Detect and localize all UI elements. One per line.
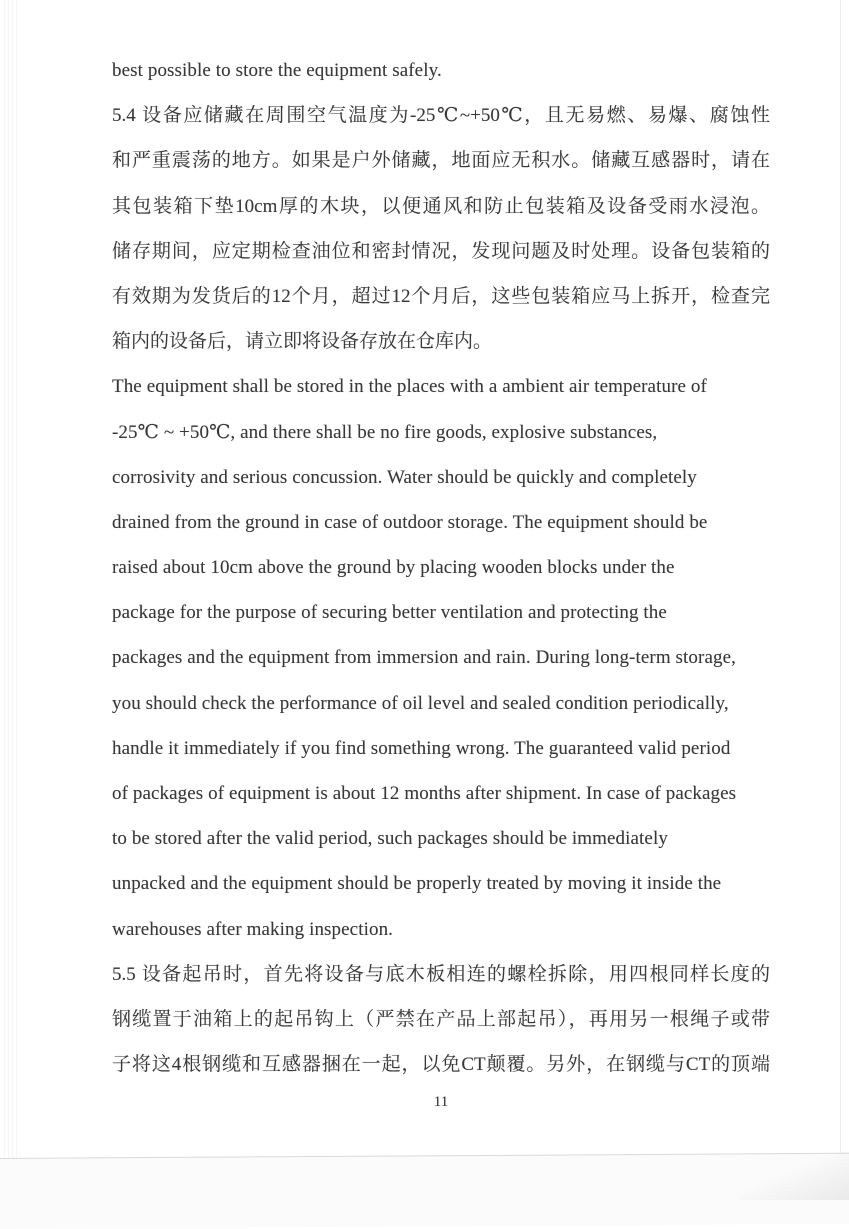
page-number: 11 — [433, 1094, 449, 1110]
text-line: 箱内的设备后，请立即将设备存放在仓库内。 — [112, 331, 493, 353]
text-line: corrosivity and serious concussion. Water should be quickly and completely — [112, 466, 697, 488]
text-line: 5.5 设备起吊时，首先将设备与底木板相连的螺栓拆除，用四根同样长度的 — [112, 963, 770, 985]
text-line: unpacked and the equipment should be properly treated by moving it inside the — [112, 873, 722, 895]
text-line: to be stored after the valid period, such packages should be immediately — [112, 828, 668, 850]
text-line: The equipment shall be stored in the places with a ambient air temperature of — [112, 376, 707, 398]
text-line: warehouses after making inspection. — [112, 918, 394, 940]
text-line: drained from the ground in case of outdoor storage. The equipment should be — [112, 511, 708, 533]
text-line: 和严重震荡的地方。如果是户外储藏，地面应无积水。储藏互感器时，请在 — [112, 150, 770, 172]
corner-shadow-artifact — [739, 1152, 849, 1200]
text-line: best possible to store the equipment safely. — [112, 60, 442, 81]
text-line: packages and the equipment from immersion and rain. During long-term storage, — [112, 647, 736, 669]
text-line: -25℃ ~ +50℃, and there shall be no fire goods, explosive substances, — [112, 421, 658, 443]
text-line: of packages of equipment is about 12 months after shipment. In case of packages — [112, 783, 737, 804]
scan-streak-artifact-left — [4, 0, 18, 1200]
paper-edge-artifact — [0, 1153, 849, 1229]
text-line: 其包装箱下垫10cm厚的木块，以便通风和防止包装箱及设备受雨水浸泡。 — [112, 195, 770, 217]
scan-edge-artifact-right — [840, 0, 841, 1200]
text-line: package for the purpose of securing better ventilation and protecting the — [112, 602, 667, 624]
text-line: raised about 10cm above the ground by placing wooden blocks under the — [112, 557, 675, 579]
document-text — [112, 48, 770, 1087]
text-line: 有效期为发货后的12个月，超过12个月后，这些包装箱应马上拆开，检查完 — [112, 285, 770, 307]
text-line: 子将这4根钢缆和互感器捆在一起，以免CT颠覆。另外，在钢缆与CT的顶端 — [112, 1054, 770, 1076]
text-line: 5.4 设备应储藏在周围空气温度为-25℃~+50℃，且无易燃、易爆、腐蚀性 — [112, 105, 770, 127]
text-line: handle it immediately if you find something wrong. The guaranteed valid period — [112, 737, 731, 759]
text-line: 钢缆置于油箱上的起吊钩上（严禁在产品上部起吊），再用另一根绳子或带 — [112, 1008, 770, 1030]
text-line: you should check the performance of oil level and sealed condition periodically, — [112, 692, 729, 714]
text-line: 储存期间，应定期检查油位和密封情况，发现问题及时处理。设备包装箱的 — [112, 240, 770, 262]
